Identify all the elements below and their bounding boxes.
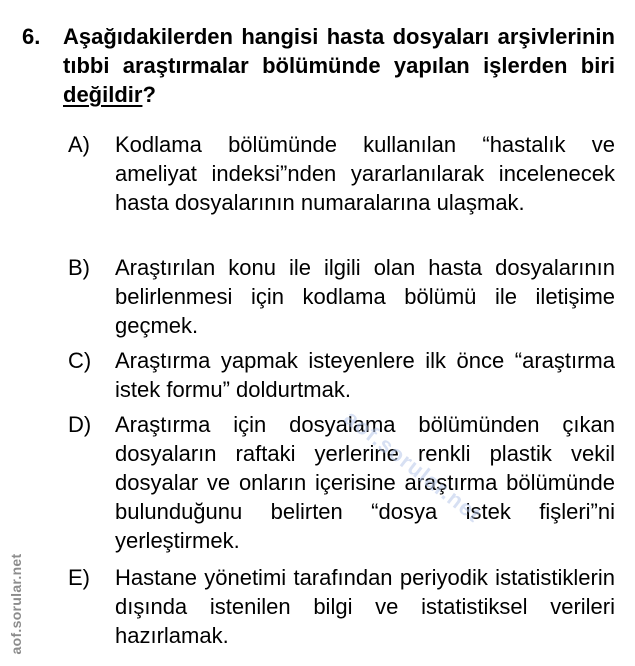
option-letter: A)	[68, 132, 90, 157]
option-letter: E)	[68, 565, 90, 590]
option-letter: D)	[68, 412, 92, 437]
watermark-side: aof.sorular.net	[8, 553, 24, 655]
stem-emphasis: değildir	[63, 82, 143, 107]
watermark-diagonal: aof.sorular.net	[339, 405, 487, 528]
option-text: Kodlama bölümünde kullanılan “hastalık ve ameliyat indeksi”nden yararlanılarak incelenecek hasta dosyalarının numaralarına ulaşmak.	[115, 132, 615, 215]
option-letter: B)	[68, 255, 90, 280]
option-text: Hastane yönetimi tarafından periyodik istatistiklerin dışında istenilen bilgi ve istatistiksel verileri hazırlamak.	[115, 565, 615, 648]
option-letter: C)	[68, 348, 92, 373]
option-text: Araştırılan konu ile ilgili olan hasta dosyalarının belirlenmesi için kodlama bölümü ile iletişime geçmek.	[115, 255, 615, 338]
question-stem	[63, 22, 615, 109]
stem-end: ?	[142, 82, 156, 107]
option-text: Araştırma yapmak isteyenlere ilk önce “araştırma istek formu” doldurtmak.	[115, 348, 615, 402]
option-text: Araştırma için dosyalama bölümünden çıkan dosyaların raftaki yerlerine renkli plastik vekil dosyalar ve onların içerisine araştırma bölümünde bulunduğunu belirten “dosya istek fişleri”ni yerleştirmek.	[115, 412, 615, 553]
stem-text: Aşağıdakilerden hangisi hasta dosyaları arşivlerinin tıbbi araştırmalar bölümünde yapılan işlerden biri	[63, 24, 615, 78]
question-number: 6.	[22, 24, 41, 49]
